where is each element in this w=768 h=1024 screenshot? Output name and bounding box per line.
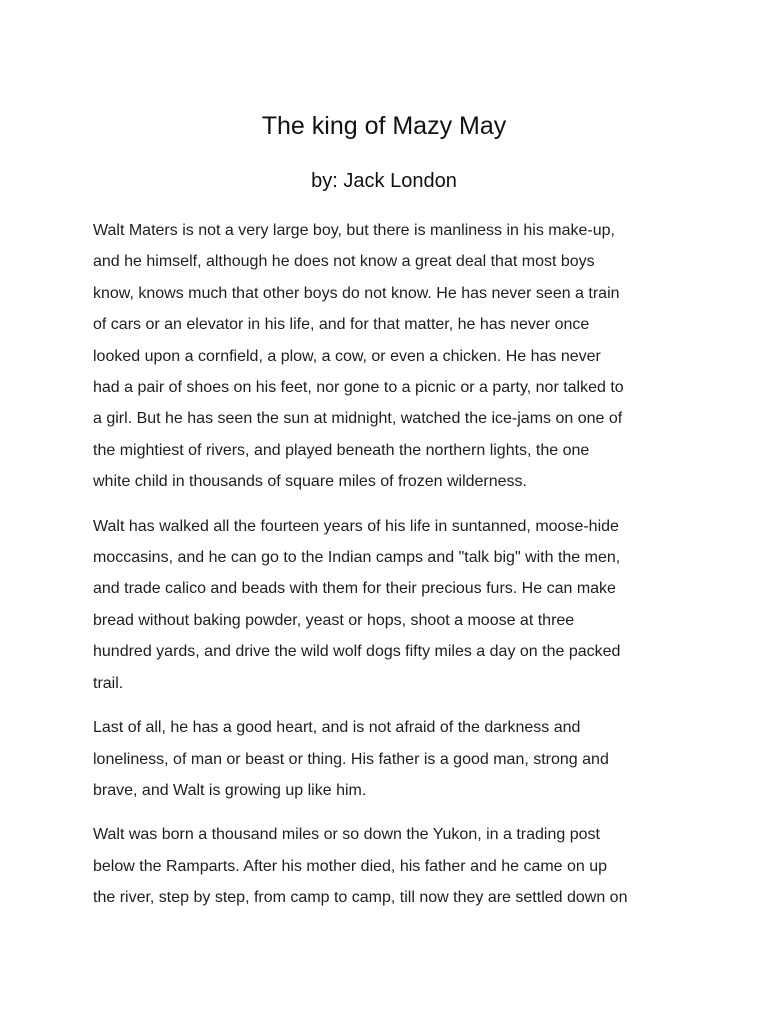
- text-line: Last of all, he has a good heart, and is not afraid of the darkness and: [93, 719, 581, 737]
- document-body: [93, 215, 683, 927]
- text-line: white child in thousands of square miles of frozen wilderness.: [93, 473, 527, 491]
- text-line: and he himself, although he does not know a great deal that most boys: [93, 253, 595, 271]
- text-line: the river, step by step, from camp to camp, till now they are settled down on: [93, 889, 628, 907]
- paragraph-2: [93, 511, 683, 699]
- text-line: and trade calico and beads with them for their precious furs. He can make: [93, 580, 616, 598]
- text-line: of cars or an elevator in his life, and for that matter, he has never once: [93, 316, 590, 334]
- text-line: moccasins, and he can go to the Indian camps and "talk big" with the men,: [93, 549, 621, 567]
- text-line: had a pair of shoes on his feet, nor gone to a picnic or a party, nor talked to: [93, 379, 624, 397]
- text-line: Walt was born a thousand miles or so down the Yukon, in a trading post: [93, 826, 600, 844]
- text-line: know, knows much that other boys do not know. He has never seen a train: [93, 284, 620, 302]
- text-line: brave, and Walt is growing up like him.: [93, 781, 367, 799]
- text-line: Walt Maters is not a very large boy, but there is manliness in his make-up,: [93, 222, 615, 239]
- paragraph-4: [93, 819, 683, 913]
- document-title: The king of Mazy May: [261, 112, 507, 140]
- paragraph-1: [93, 215, 683, 498]
- text-line: looked upon a cornfield, a plow, a cow, or even a chicken. He has never: [93, 347, 601, 365]
- text-line: below the Ramparts. After his mother died, his father and he came on up: [93, 857, 608, 875]
- text-line: loneliness, of man or beast or thing. His father is a good man, strong and: [93, 750, 609, 768]
- text-line: a girl. But he has seen the sun at midnight, watched the ice-jams on one of: [93, 410, 623, 428]
- text-line: the mightiest of rivers, and played beneath the northern lights, the one: [93, 441, 590, 459]
- text-line: Walt has walked all the fourteen years of his life in suntanned, moose-hide: [93, 517, 619, 535]
- text-line: hundred yards, and drive the wild wolf dogs fifty miles a day on the packed: [93, 643, 621, 661]
- text-line: trail.: [93, 674, 124, 692]
- text-line: bread without baking powder, yeast or hops, shoot a moose at three: [93, 611, 575, 629]
- document-byline: by: Jack London: [311, 170, 457, 192]
- paragraph-3: [93, 712, 683, 806]
